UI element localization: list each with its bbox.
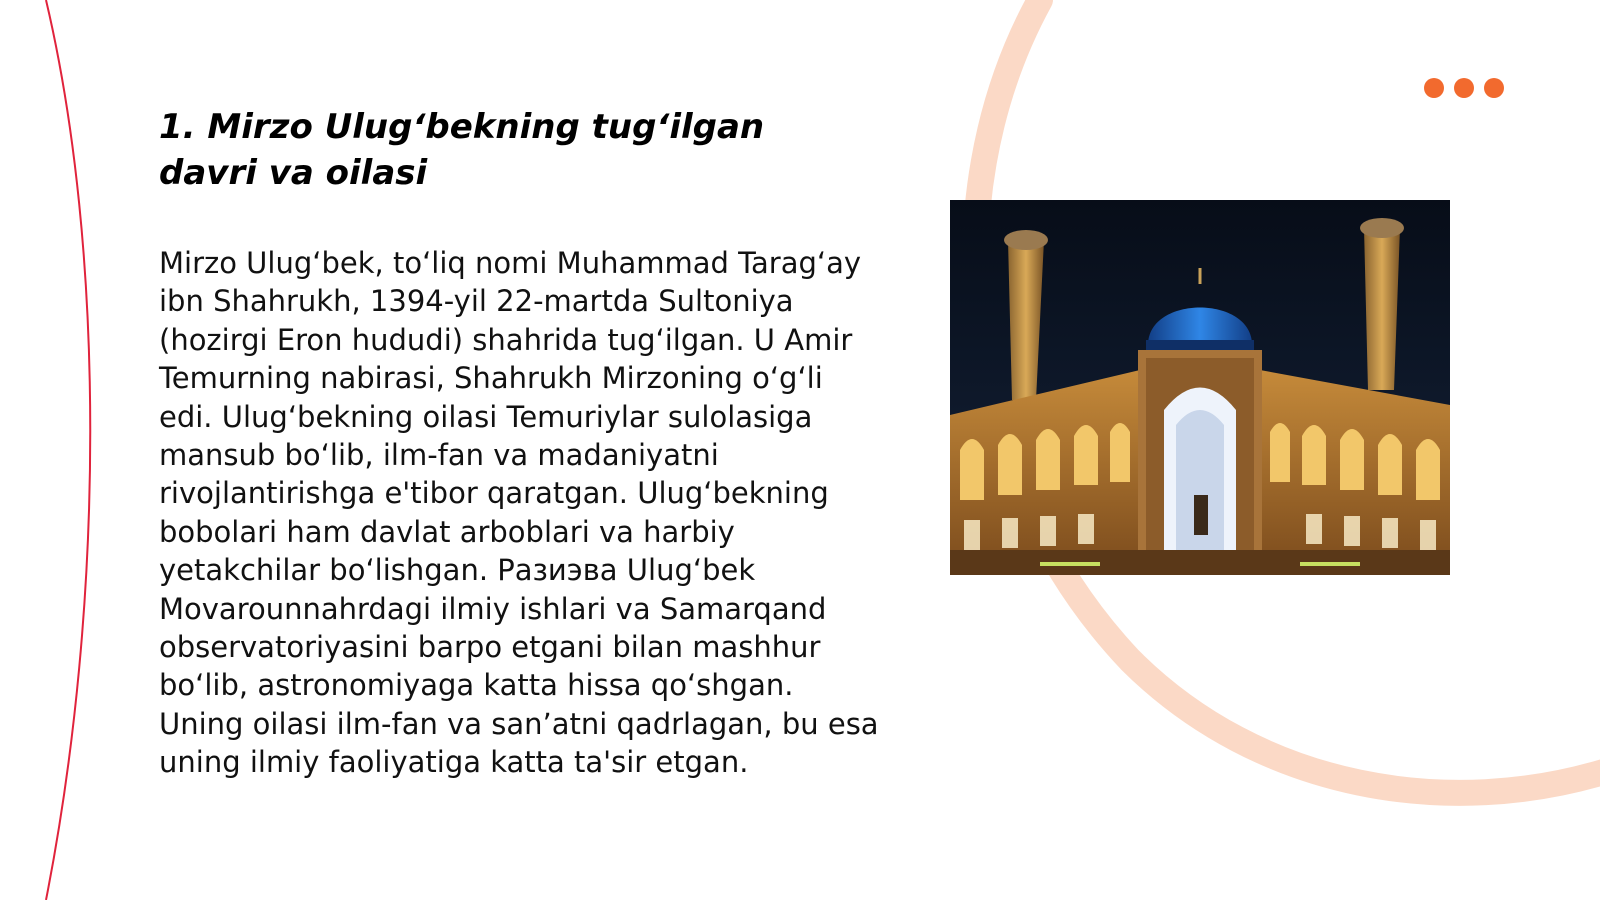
decorative-dots [1424,78,1504,98]
mausoleum-photo [950,200,1450,575]
slide-title: 1. Mirzo Ulug‘bekning tug‘ilgan davri va oilasi [159,107,765,193]
dot-icon [1424,78,1444,98]
left-red-curve [46,0,90,900]
dot-icon [1484,78,1504,98]
slide-body-text: Mirzo Ulug‘bek, to‘liq nomi Muhammad Tarag‘ay ibn Shahrukh, 1394-yil 22-martda Sultoniya (hozirgi Eron hududi) shahrida tug‘ilgan. U Amir Temurning nabirasi, Shahrukh Mirzoning o‘g‘li edi. Ulug‘bekning oilasi Temuriylar sulolasiga mansub bo‘lib, ilm-fan va madaniyatni rivojlantirishga e'tibor qaratgan. Ulug‘bekning bobolari ham davlat arboblari va harbiy yetakchilar bo‘lishgan. Разиэва Ulug‘bek Movarounnahrdagi ilmiy ishlari va Samarqand observatoriyasini barpo etgani bilan mashhur bo‘lib, astronomiyaga katta hissa qo‘shgan. Uning oilasi ilm-fan va san’atni qadrlagan, bu esa uning ilmiy faoliyatiga katta ta'sir etgan. [159,246,879,780]
dot-icon [1454,78,1474,98]
